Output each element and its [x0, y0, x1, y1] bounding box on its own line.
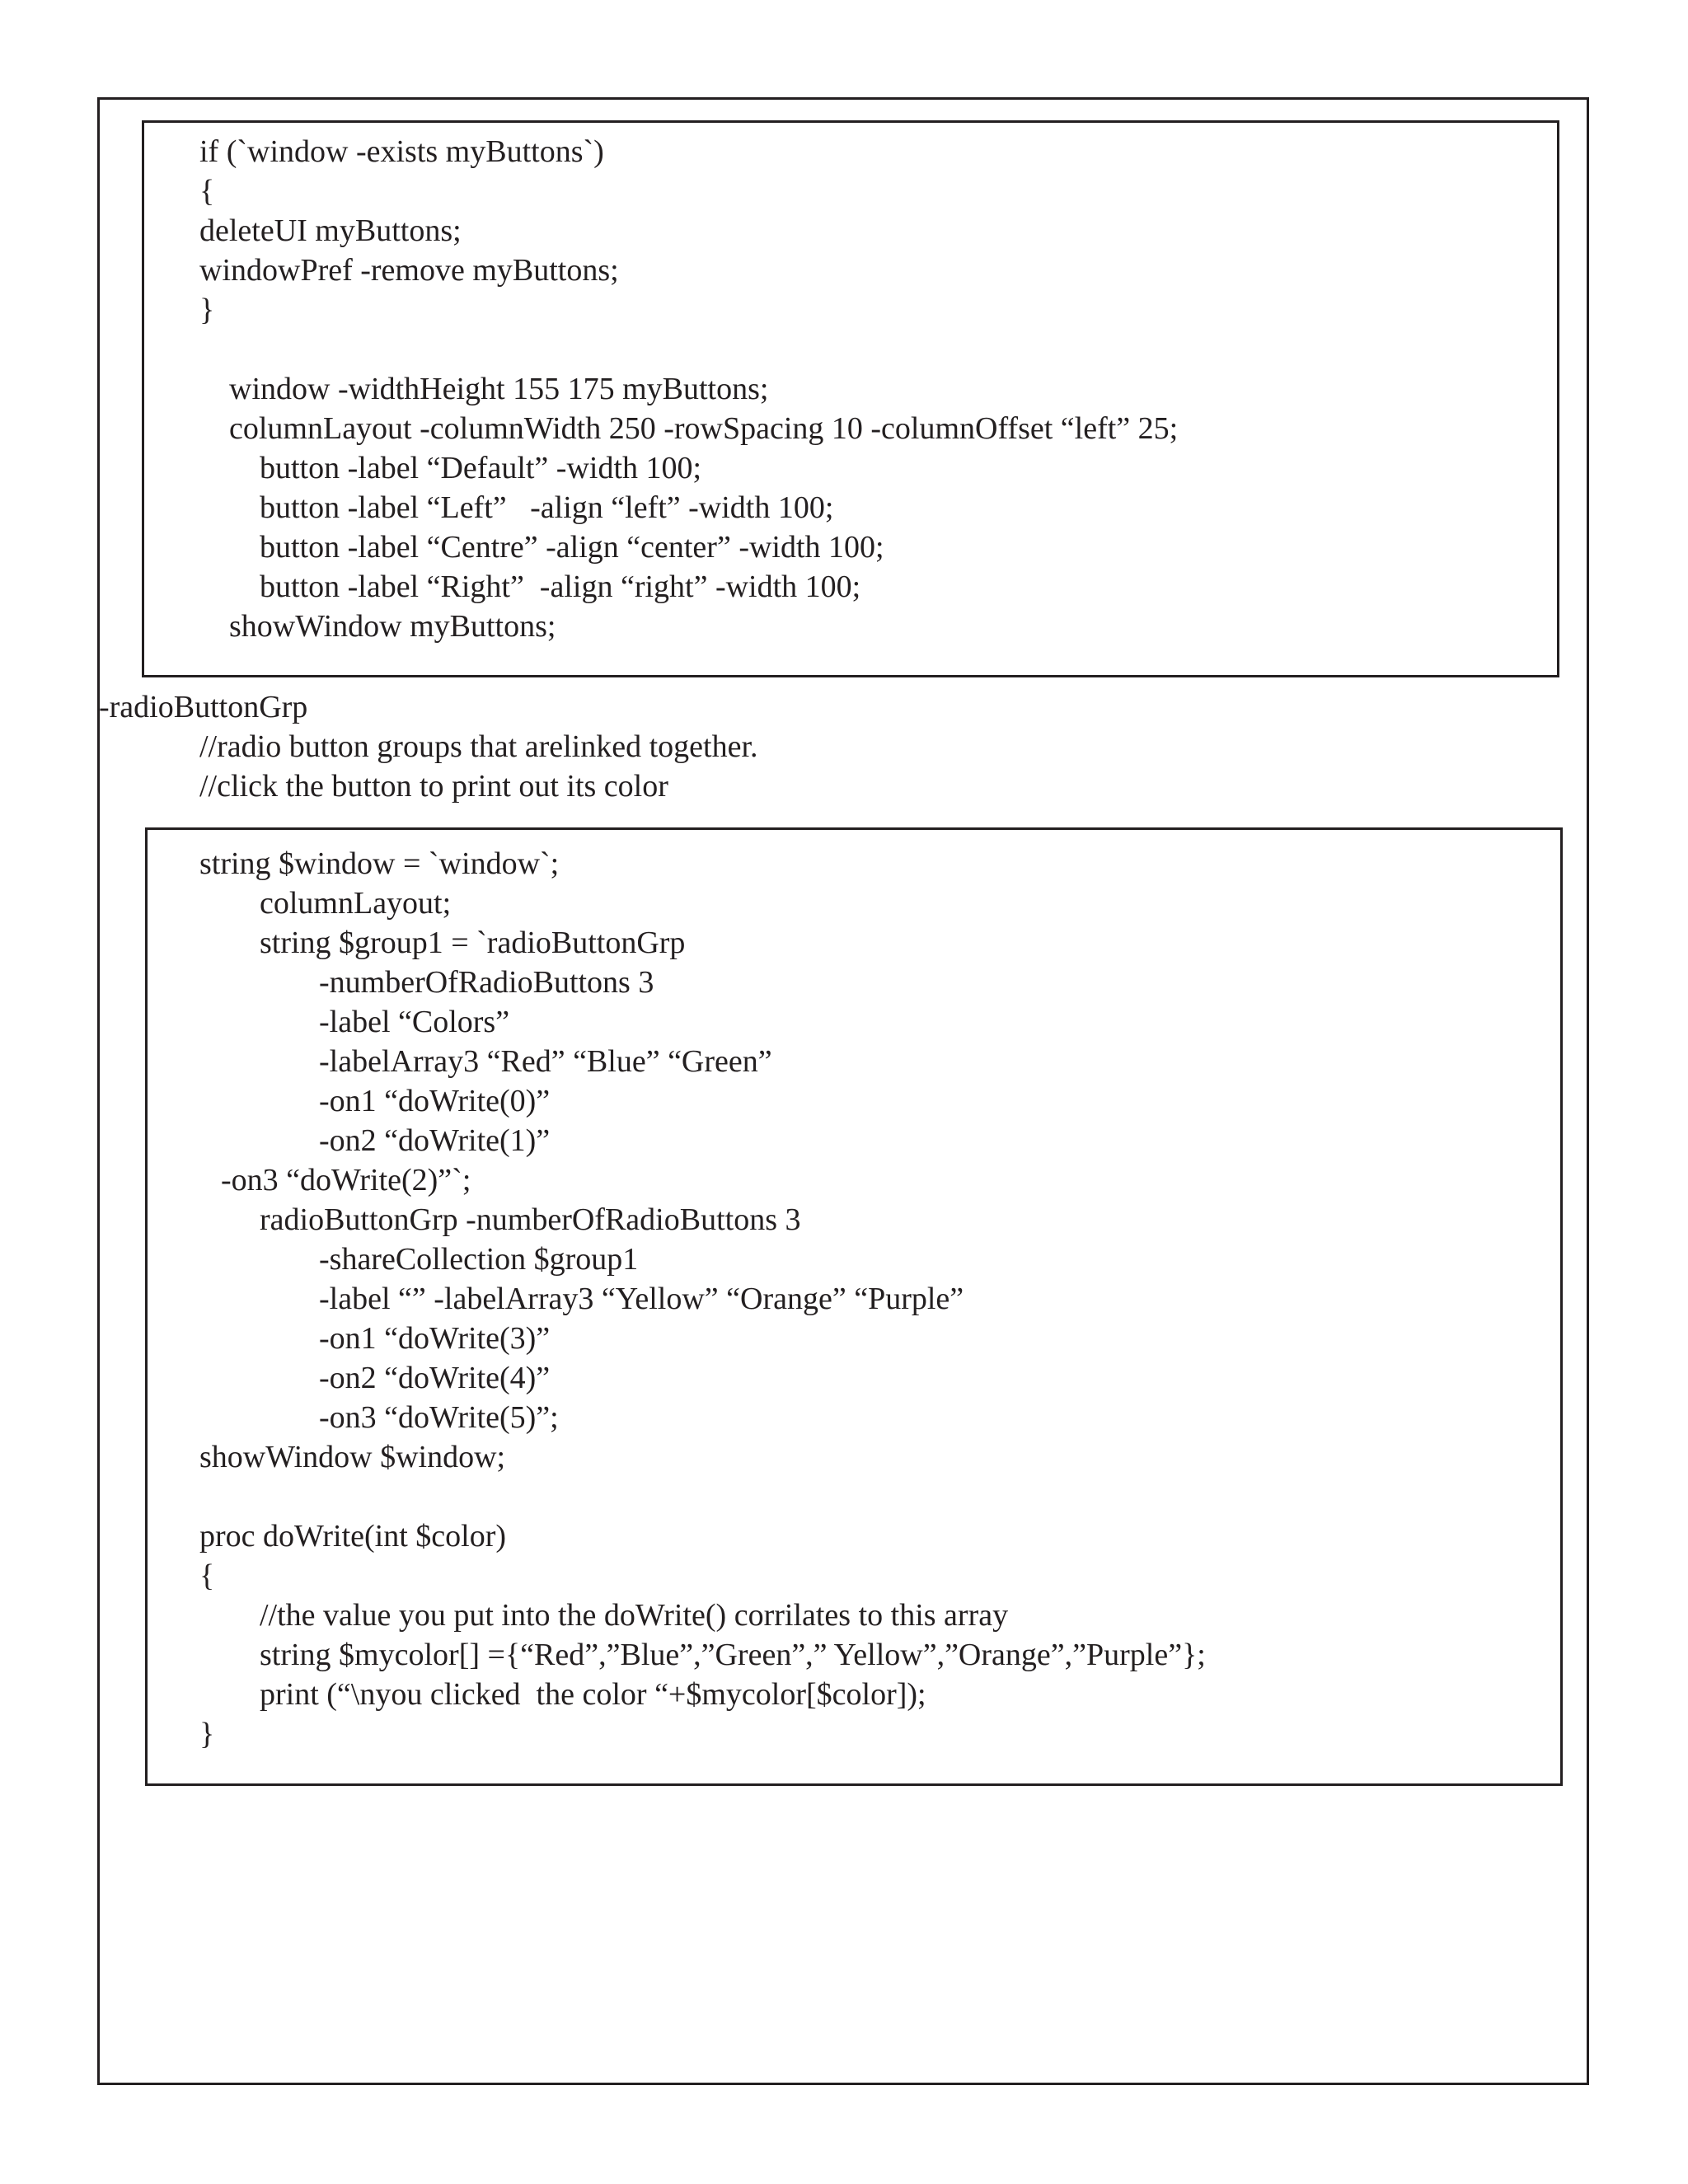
code-line: -on3 “doWrite(5)”; [319, 1400, 559, 1435]
code-line: radioButtonGrp -numberOfRadioButtons 3 [260, 1202, 801, 1237]
code-line: showWindow $window; [199, 1440, 506, 1474]
code-line: } [199, 1717, 215, 1751]
code-line: window -widthHeight 155 175 myButtons; [229, 372, 769, 406]
code-line: { [199, 174, 215, 209]
code-line: showWindow myButtons; [229, 609, 556, 644]
code-line: button -label “Right” -align “right” -width 100; [260, 569, 861, 604]
code-line: string $window = `window`; [199, 846, 560, 881]
code-line: -label “” -labelArray3 “Yellow” “Orange” “Purple” [319, 1282, 964, 1316]
code-line: proc doWrite(int $color) [199, 1519, 507, 1554]
section-comment: //radio button groups that arelinked together. [199, 729, 758, 764]
code-line: //the value you put into the doWrite() corrilates to this array [260, 1598, 1009, 1633]
code-line: -on2 “doWrite(4)” [319, 1361, 551, 1395]
code-line: -on1 “doWrite(3)” [319, 1321, 551, 1356]
code-line: button -label “Default” -width 100; [260, 451, 702, 485]
code-line: -labelArray3 “Red” “Blue” “Green” [319, 1044, 772, 1079]
code-line: -on3 “doWrite(2)”`; [221, 1163, 471, 1197]
code-line: -label “Colors” [319, 1005, 510, 1039]
section-comment: //click the button to print out its color [199, 769, 668, 804]
code-line: columnLayout -columnWidth 250 -rowSpacing 10 -columnOffset “left” 25; [229, 411, 1179, 446]
section-heading: -radioButtonGrp [99, 690, 308, 724]
code-line: button -label “Left” -align “left” -width 100; [260, 490, 834, 525]
code-line: deleteUI myButtons; [199, 213, 462, 248]
code-line: -shareCollection $group1 [319, 1242, 639, 1277]
code-line: -numberOfRadioButtons 3 [319, 965, 654, 1000]
code-line: string $mycolor[] ={“Red”,”Blue”,”Green”,” Yellow”,”Orange”,”Purple”}; [260, 1638, 1206, 1672]
code-line: columnLayout; [260, 886, 452, 921]
code-line: } [199, 293, 215, 327]
code-line: if (`window -exists myButtons`) [199, 134, 604, 169]
code-line: { [199, 1558, 215, 1593]
code-line: button -label “Centre” -align “center” -width 100; [260, 530, 884, 565]
code-line: string $group1 = `radioButtonGrp [260, 926, 686, 960]
code-line: print (“\nyou clicked the color “+$mycolor[$color]); [260, 1677, 926, 1712]
code-line: -on1 “doWrite(0)” [319, 1084, 551, 1118]
code-line: windowPref -remove myButtons; [199, 253, 619, 288]
code-line: -on2 “doWrite(1)” [319, 1123, 551, 1158]
